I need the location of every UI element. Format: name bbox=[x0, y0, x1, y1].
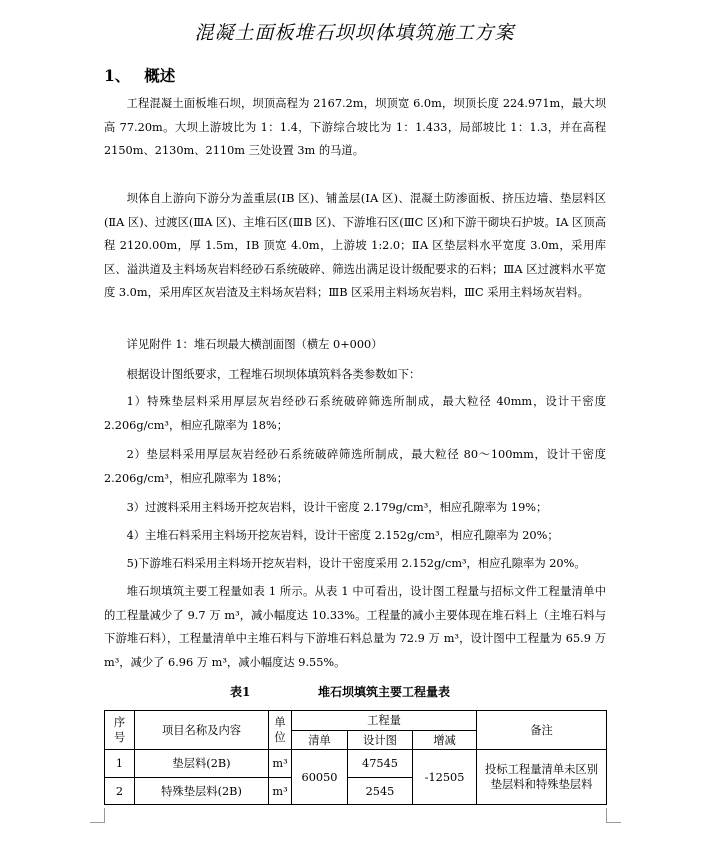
table-row bbox=[105, 750, 607, 778]
page-corner-mark-left bbox=[90, 808, 105, 823]
paragraph-dam-zoning: 坝体自上游向下游分为盖重层(ⅠB 区)、铺盖层(ⅠA 区)、混凝土防渗面板、挤压边墙、垫层料区(ⅡA 区)、过渡区(ⅢA 区)、主堆石区(ⅢB 区)、下游堆石区(ⅢC 区)和下游干砌块石护坡。ⅠA 区顶高程 2120.00m，厚 1.5m，ⅠB 顶宽 4.0m，上游坡 1:2.0；ⅡA 区垫层料水平宽度 3.0m，采用库区、溢洪道及主料场灰岩料经砂石系统破碎、筛选出满足设计级配要求的石料；ⅢA 区过渡料水平宽度 3.0m，采用库区灰岩渣及主料场灰岩料；ⅢB 区采用主料场灰岩料，ⅢC 采用主料场灰岩料。 bbox=[104, 192, 606, 300]
paragraph-dam-overview: 工程混凝土面板堆石坝，坝顶高程为 2167.2m，坝顶宽 6.0m，坝顶长度 224.971m，最大坝高 77.20m。大坝上游坡比为 1：1.4，下游综合坡比为 1：1.433，局部坡比 1：1.3，并在高程 2150m、2130m、2110m 三处设置 3m 的马道。 bbox=[104, 97, 606, 158]
merged-qty-change: -12505 bbox=[413, 750, 477, 805]
quantity-table bbox=[104, 710, 607, 805]
paragraph-param-4: 4）主堆石料采用主料场开挖灰岩料，设计干密度 2.152g/cm³，相应孔隙率为 20%； bbox=[126, 529, 559, 542]
section-number: 1、 bbox=[104, 66, 131, 85]
row-name: 垫层料(2B) bbox=[135, 750, 269, 778]
table-header-row bbox=[105, 711, 607, 731]
row-seq: 1 bbox=[105, 750, 135, 778]
paragraph-param-3: 3）过渡料采用主料场开挖灰岩料，设计干密度 2.179g/cm³，相应孔隙率为 19%； bbox=[126, 501, 548, 514]
section-heading bbox=[104, 64, 175, 86]
row-design: 47545 bbox=[348, 750, 413, 778]
paragraph-param-1: 1）特殊垫层料采用厚层灰岩经砂石系统破碎筛选所制成，最大粒径 40mm，设计干密度 2.206g/cm³，相应孔隙率为 18%； bbox=[104, 395, 606, 432]
header-quantity: 工程量 bbox=[292, 711, 477, 731]
paragraph-attachment-ref: 详见附件 1：堆石坝最大横剖面图（横左 0+000） bbox=[126, 338, 383, 351]
merged-qty-list: 60050 bbox=[292, 750, 348, 805]
table-caption-number: 表1 bbox=[230, 685, 251, 699]
header-qty-change: 增减 bbox=[413, 731, 477, 750]
document-title: 混凝土面板堆石坝坝体填筑施工方案 bbox=[194, 22, 515, 44]
row-unit: m³ bbox=[269, 778, 292, 805]
header-seq: 序号 bbox=[105, 711, 135, 750]
row-name: 特殊垫层料(2B) bbox=[135, 778, 269, 805]
page-corner-mark-right bbox=[606, 808, 621, 823]
merged-note: 投标工程量清单未区别垫层料和特殊垫层料 bbox=[477, 750, 607, 805]
table-caption-title: 堆石坝填筑主要工程量表 bbox=[318, 685, 451, 699]
row-seq: 2 bbox=[105, 778, 135, 805]
section-title: 概述 bbox=[144, 66, 176, 85]
paragraph-param-5: 5)下游堆石料采用主料场开挖灰岩料，设计干密度采用 2.152g/cm³，相应孔隙率为 20%。 bbox=[126, 557, 586, 570]
paragraph-parameters-intro: 根据设计图纸要求，工程堆石坝坝体填筑料各类参数如下： bbox=[126, 368, 421, 381]
header-qty-list: 清单 bbox=[292, 731, 348, 750]
header-note: 备注 bbox=[477, 711, 607, 750]
header-name: 项目名称及内容 bbox=[135, 711, 269, 750]
row-unit: m³ bbox=[269, 750, 292, 778]
header-qty-design: 设计图 bbox=[348, 731, 413, 750]
header-unit: 单位 bbox=[269, 711, 292, 750]
paragraph-quantity-summary: 堆石坝填筑主要工程量如表 1 所示。从表 1 中可看出，设计图工程量与招标文件工程量清单中的工程量减少了 9.7 万 m³，减小幅度达 10.33%。工程量的减小主要体现在堆石料上（主堆石料与下游堆石料），工程量清单中主堆石料与下游堆石料总量为 72.9 万 m³，设计图中工程量为 65.9 万 m³，减少了 6.96 万 m³，减小幅度达 9.55%。 bbox=[104, 585, 606, 669]
row-design: 2545 bbox=[348, 778, 413, 805]
paragraph-param-2: 2）垫层料采用厚层灰岩经砂石系统破碎筛选所制成，最大粒径 80～100mm，设计干密度 2.206g/cm³，相应孔隙率为 18%； bbox=[104, 448, 606, 485]
